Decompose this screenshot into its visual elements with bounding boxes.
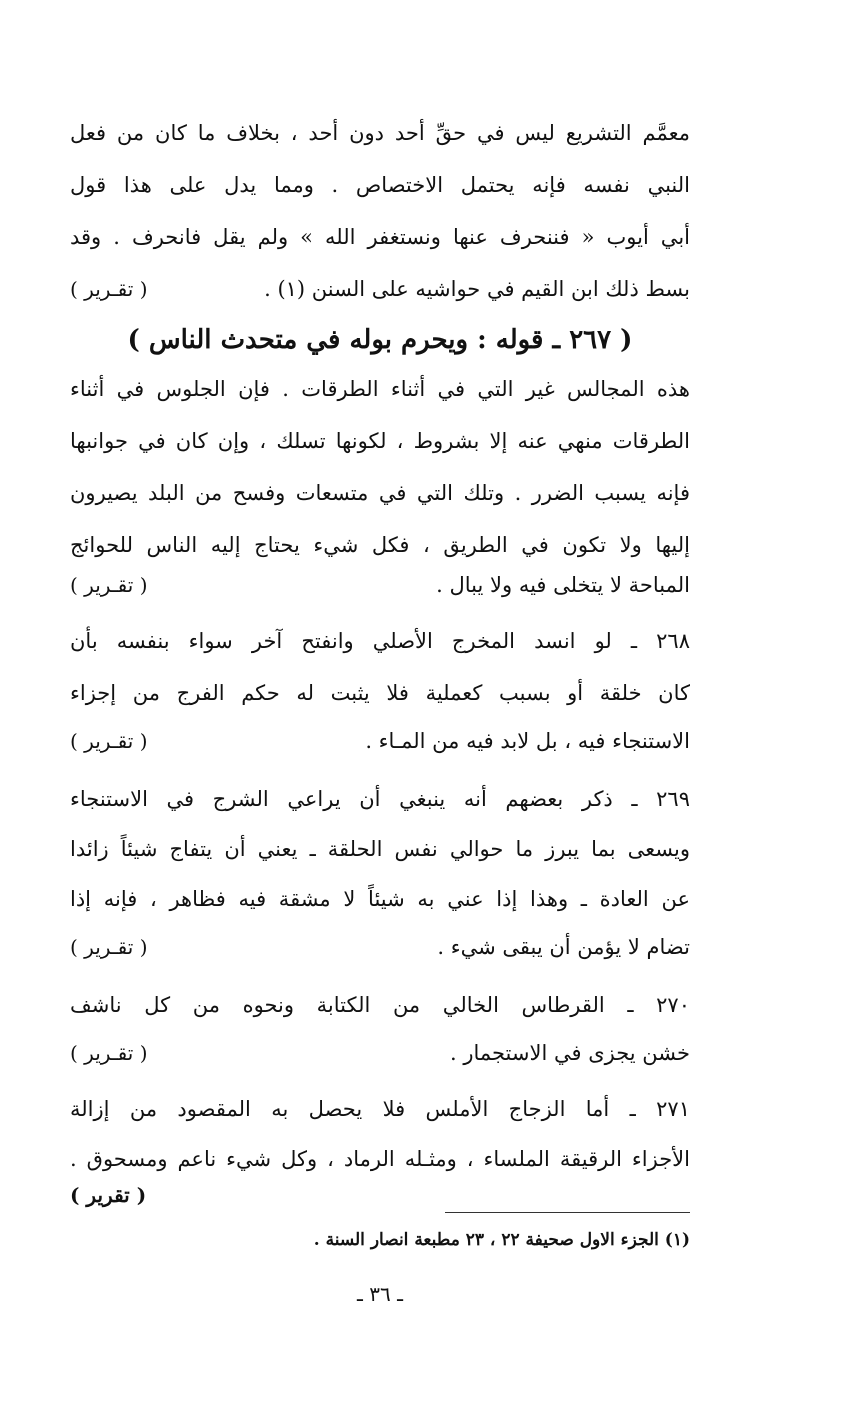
section-267-line-1: هذه المجالس غير التي في أثناء الطرقات . فإن الجلوس في أثناء (70, 377, 690, 401)
item-268-source-label: ( تقـرير ) (70, 729, 148, 753)
item-270-line-2: خشن يجزى في الاستجمار . (449, 1041, 690, 1065)
item-268-line-3: الاستنجاء فيه ، بل لابد فيه من المـاء . (365, 729, 690, 753)
section-267-line-2: الطرقات منهي عنه إلا بشروط ، لكونها تسلك ، وإن كان في جوانبها (70, 429, 690, 453)
footnote-rule (445, 1212, 690, 1213)
section-267-source-label: ( تقـرير ) (70, 573, 148, 597)
item-269-line-1: ٢٦٩ ـ ذكر بعضهم أنه ينبغي أن يراعي الشرج في الاستنجاء (70, 787, 690, 811)
item-269-line-2: ويسعى بما يبرز ما حوالي نفس الحلقة ـ يعني أن يتفاج شيئاً زائدا (70, 837, 690, 861)
item-268-line-1: ٢٦٨ ـ لو انسد المخرج الأصلي وانفتح آخر سواء بنفسه بأن (70, 629, 690, 653)
item-270-line-1: ٢٧٠ ـ القرطاس الخالي من الكتابة ونحوه من كل ناشف (70, 993, 690, 1017)
item-269-line-3: عن العادة ـ وهذا إذا عني به شيئاً لا مشقة فيه فظاهر ، فإنه إذا (70, 887, 690, 911)
intro-line-3: أبي أيوب « فننحرف عنها ونستغفر الله » ولم يقل فانحرف . وقد (70, 225, 690, 249)
section-267-heading: ( ٢٦٧ ـ قوله : ويحرم بوله في متحدث الناس ) (127, 325, 633, 355)
section-267-line-4: إليها ولا تكون في الطريق ، فكل شيء يحتاج إليه الناس للحوائج (70, 533, 690, 557)
book-page (70, 100, 690, 1320)
page-number: ـ ٣٦ ـ (357, 1282, 403, 1306)
item-269-line-4: تضام لا يؤمن أن يبقى شيء . (437, 935, 690, 959)
item-270-source-label: ( تقـرير ) (70, 1041, 148, 1065)
item-271-line-1: ٢٧١ ـ أما الزجاج الأملس فلا يحصل به المقصود من إزالة (70, 1097, 690, 1121)
footnote: (١) الجزء الاول صحيفة ٢٢ ، ٢٣ مطبعة انصار السنة . (313, 1230, 690, 1250)
intro-source-label: ( تقـرير ) (70, 277, 148, 301)
section-267-line-5: المباحة لا يتخلى فيه ولا يبال . (436, 573, 690, 597)
intro-line-1: معمَّم التشريع ليس في حقِّ أحد دون أحد ، بخلاف ما كان من فعل (70, 121, 690, 145)
item-271-line-2: الأجزاء الرقيقة الملساء ، ومثـله الرماد ، وكل شيء ناعم ومسحوق . (70, 1147, 690, 1171)
intro-line-2: النبي نفسه فإنه يحتمل الاختصاص . ومما يدل على هذا قول (70, 173, 690, 197)
item-268-line-2: كان خلقة أو بسبب كعملية فلا يثبت له حكم الفرج من إجزاء (70, 681, 690, 705)
item-269-source-label: ( تقـرير ) (70, 935, 148, 959)
intro-line-4: بسط ذلك ابن القيم في حواشيه على السنن (١) . (264, 277, 690, 301)
section-267-line-3: فإنه يسبب الضرر . وتلك التي في متسعات وفسح من البلد يصيرون (70, 481, 690, 505)
item-271-source-label: ( تقرير ) (70, 1183, 147, 1207)
